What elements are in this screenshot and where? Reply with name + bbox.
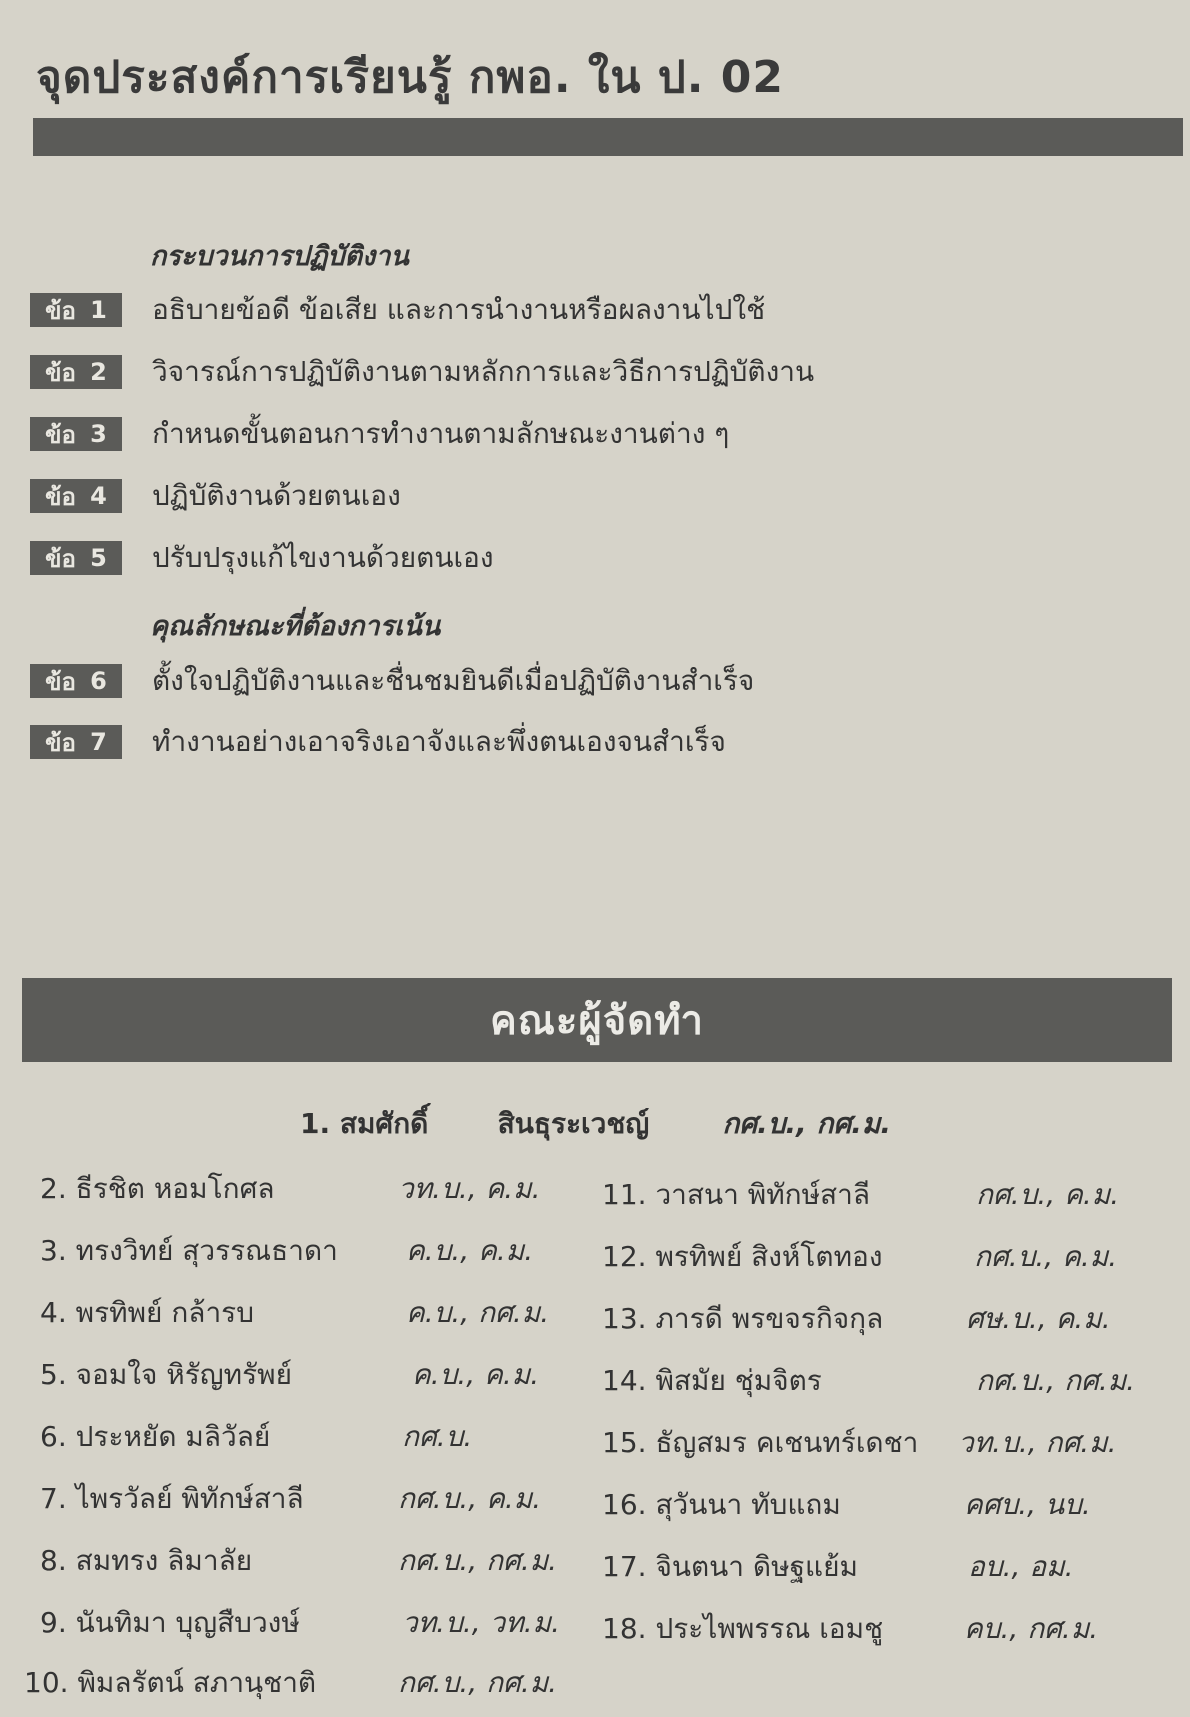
objective-badge: ข้อ 4 bbox=[30, 479, 122, 513]
team-member: 13. ภารดี พรขจรกิจกุล ศษ.บ., ค.ม. bbox=[602, 1302, 1111, 1335]
objective-badge: ข้อ 6 bbox=[30, 664, 122, 698]
team-member: 15. ธัญสมร คเชนทร์เดชา วท.บ., กศ.ม. bbox=[602, 1426, 1117, 1459]
objective-item bbox=[30, 662, 754, 700]
objective-item bbox=[30, 539, 494, 577]
objective-item bbox=[30, 477, 401, 515]
team-member: 17. จินตนา ดิษฐแย้ม อบ., อม. bbox=[602, 1550, 1074, 1583]
objective-badge: ข้อ 5 bbox=[30, 541, 122, 575]
title-divider-bar bbox=[33, 118, 1183, 156]
objective-text: ปรับปรุงแก้ไขงานด้วยตนเอง bbox=[152, 541, 494, 574]
objective-text: อธิบายข้อดี ข้อเสีย และการนำงานหรือผลงานไปใช้ bbox=[152, 293, 766, 326]
team-title: คณะผู้จัดทำ bbox=[489, 998, 705, 1044]
lead-surname: สินธุระเวชญ์ bbox=[497, 1107, 650, 1140]
team-member: 9. นันทิมา บุญสืบวงษ์ วท.บ., วท.ม. bbox=[40, 1606, 560, 1639]
objective-badge: ข้อ 3 bbox=[30, 417, 122, 451]
team-member: 3. ทรงวิทย์ สุวรรณธาดา ค.บ., ค.ม. bbox=[40, 1234, 534, 1267]
objective-text: วิจารณ์การปฏิบัติงานตามหลักการและวิธีการปฏิบัติงาน bbox=[152, 355, 815, 388]
team-member: 12. พรทิพย์ สิงห์โตทอง กศ.บ., ค.ม. bbox=[602, 1240, 1118, 1273]
team-member: 4. พรทิพย์ กล้ารบ ค.บ., กศ.ม. bbox=[40, 1296, 550, 1329]
objective-text: กำหนดขั้นตอนการทำงานตามลักษณะงานต่าง ๆ bbox=[152, 417, 730, 450]
objective-badge: ข้อ 7 bbox=[30, 725, 122, 759]
lead-number: 1. bbox=[300, 1107, 331, 1140]
objective-text: ตั้งใจปฏิบัติงานและชื่นชมยินดีเมื่อปฏิบัติงานสำเร็จ bbox=[152, 664, 755, 697]
team-member: 6. ประหยัด มลิวัลย์ กศ.บ. bbox=[40, 1420, 473, 1453]
section-heading-traits: คุณลักษณะที่ต้องการเน้น bbox=[150, 611, 441, 642]
team-member: 16. สุวันนา ทับแถม คศบ., นบ. bbox=[602, 1488, 1091, 1521]
team-member: 11. วาสนา พิทักษ์สาลี กศ.บ., ค.ม. bbox=[602, 1178, 1120, 1211]
team-member: 7. ไพรวัลย์ พิทักษ์สาลี กศ.บ., ค.ม. bbox=[40, 1482, 542, 1515]
objective-item bbox=[30, 353, 814, 391]
lead-degree: กศ.บ., กศ.ม. bbox=[722, 1107, 891, 1140]
objective-badge: ข้อ 1 bbox=[30, 293, 122, 327]
section-heading-process: กระบวนการปฏิบัติงาน bbox=[150, 241, 409, 272]
objective-item bbox=[30, 415, 729, 453]
objective-item bbox=[30, 723, 726, 761]
objective-text: ทำงานอย่างเอาจริงเอาจังและพึ่งตนเองจนสำเร็จ bbox=[152, 725, 726, 758]
team-member: 8. สมทรง ลิมาลัย กศ.บ., กศ.ม. bbox=[40, 1544, 558, 1577]
page-title: จุดประสงค์การเรียนรู้ กพอ. ใน ป. 02 bbox=[36, 52, 784, 103]
lead-name: สมศักดิ์ bbox=[339, 1107, 429, 1140]
team-member: 5. จอมใจ หิรัญทรัพย์ ค.บ., ค.ม. bbox=[40, 1358, 540, 1391]
team-lead bbox=[300, 1102, 891, 1146]
team-member: 18. ประไพพรรณ เอมชู คบ., กศ.ม. bbox=[602, 1612, 1099, 1645]
objective-text: ปฏิบัติงานด้วยตนเอง bbox=[152, 479, 401, 512]
objective-badge: ข้อ 2 bbox=[30, 355, 122, 389]
team-header-bar bbox=[22, 978, 1172, 1062]
team-member: 2. ธีรชิต หอมโกศล วท.บ., ค.ม. bbox=[40, 1172, 541, 1205]
team-member: 10. พิมลรัตน์ สภานุชาติ กศ.บ., กศ.ม. bbox=[24, 1666, 558, 1699]
team-member: 14. พิสมัย ชุ่มจิตร กศ.บ., กศ.ม. bbox=[602, 1364, 1136, 1397]
objective-item bbox=[30, 291, 765, 329]
